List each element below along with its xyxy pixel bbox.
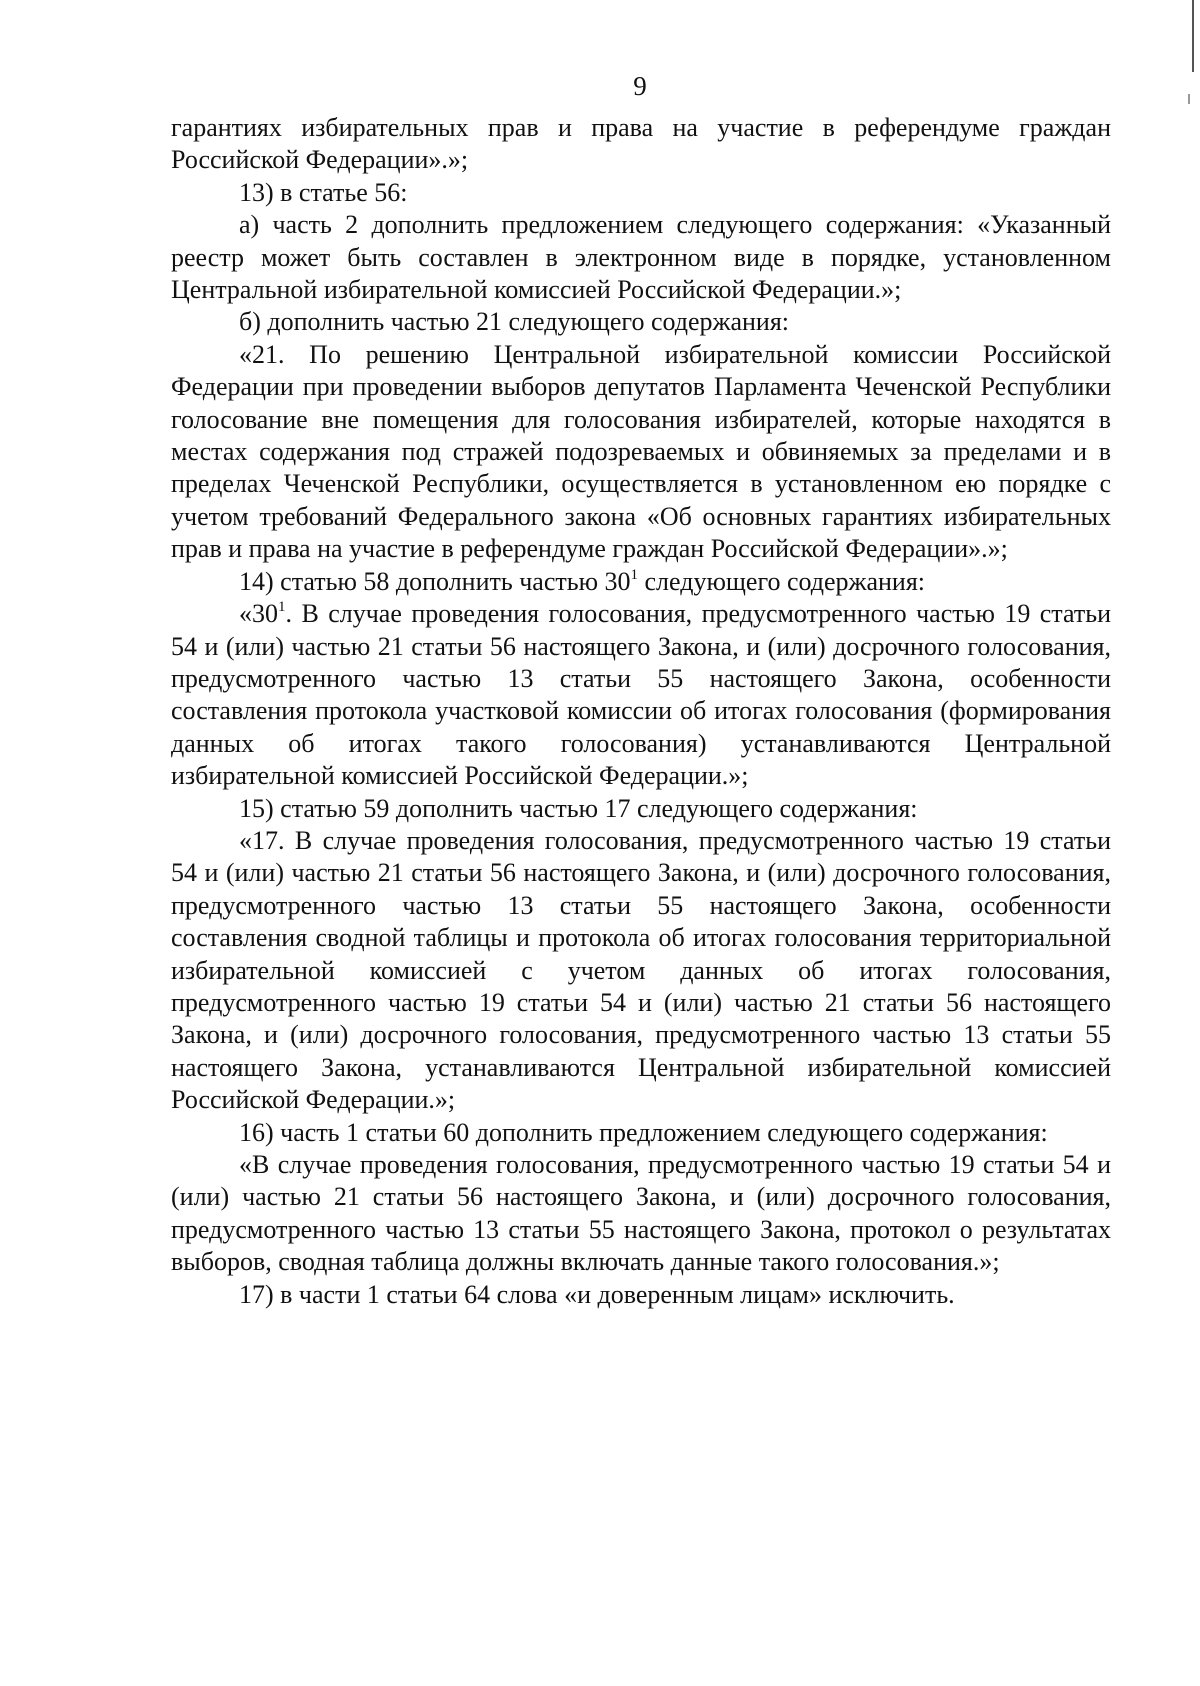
scan-edge-line	[1192, 0, 1194, 72]
item-14-text-before: 14) статью 58 дополнить частью 30	[239, 566, 631, 596]
item-14-text-after: следующего содержания:	[638, 566, 926, 596]
item-13a-paragraph: а) часть 2 дополнить предложением следующего содержания: «Указанный реестр может быть составлен в электронном виде в порядке, установленном Центральной избирательной комиссией Российской Федерации.»;	[171, 210, 1111, 305]
part-30-1-quote	[171, 598, 1111, 792]
part-21-quote: «21. По решению Центральной избирательной комиссии Российской Федерации при проведении выборов депутатов Парламента Чеченской Республики голосование вне помещения для голосования избирателей, которые находятся в местах содержания под стражей подозреваемых и обвиняемых за пределами и в пределах Чеченской Республики, осуществляется в установленном ею порядке с учетом требований Федерального закона «Об основных гарантиях избирательных прав и права на участие в референдуме граждан Российской Федерации».»;	[171, 339, 1111, 564]
part-30-1-text-before: «30	[239, 599, 278, 629]
document-body	[171, 112, 1111, 1311]
paragraph-continuation: гарантиях избирательных прав и права на участие в референдуме граждан Российской Федерации».»;	[171, 113, 1111, 175]
item-14-superscript: 1	[630, 566, 639, 583]
part-30-1-superscript: 1	[278, 599, 286, 616]
part-30-1-text-after: . В случае проведения голосования, предусмотренного частью 19 статьи 54 и (или) частью 21 статьи 56 настоящего Закона, и (или) досрочного голосования, предусмотренного частью 13 статьи 55 настоящего Закона, особенности составления протокола участковой комиссии об итогах голосования (формирования данных об итогах такого голосования) устанавливаются Центральной избирательной комиссией Российской Федерации.»;	[171, 599, 1111, 791]
page-number: 9	[633, 71, 647, 101]
item-13-heading: 13) в статье 56:	[239, 177, 408, 207]
item-17-paragraph: 17) в части 1 статьи 64 слова «и доверенным лицам» исключить.	[239, 1279, 955, 1309]
item-14-paragraph	[171, 566, 1111, 598]
part-17-quote: «17. В случае проведения голосования, предусмотренного частью 19 статьи 54 и (или) частью 21 статьи 56 настоящего Закона, и (или) досрочного голосования, предусмотренного частью 13 статьи 55 настоящего Закона, особенности составления сводной таблицы и протокола об итогах голосования территориальной избирательной комиссией с учетом данных об итогах голосования, предусмотренного частью 19 статьи 54 и (или) частью 21 статьи 56 настоящего Закона, и (или) досрочного голосования, предусмотренного частью 13 статьи 55 настоящего Закона, устанавливаются Центральной избирательной комиссией Российской Федерации.»;	[171, 825, 1111, 1115]
item-13b-paragraph: б) дополнить частью 21 следующего содержания:	[239, 307, 790, 337]
item-16-quote: «В случае проведения голосования, предусмотренного частью 19 статьи 54 и (или) частью 21 статьи 56 настоящего Закона, и (или) досрочного голосования, предусмотренного частью 13 статьи 55 настоящего Закона, протокол о результатах выборов, сводная таблица должны включать данные такого голосования.»;	[171, 1150, 1111, 1277]
item-16-paragraph: 16) часть 1 статьи 60 дополнить предложением следующего содержания:	[239, 1117, 1048, 1147]
item-15-paragraph: 15) статью 59 дополнить частью 17 следующего содержания:	[239, 793, 918, 823]
